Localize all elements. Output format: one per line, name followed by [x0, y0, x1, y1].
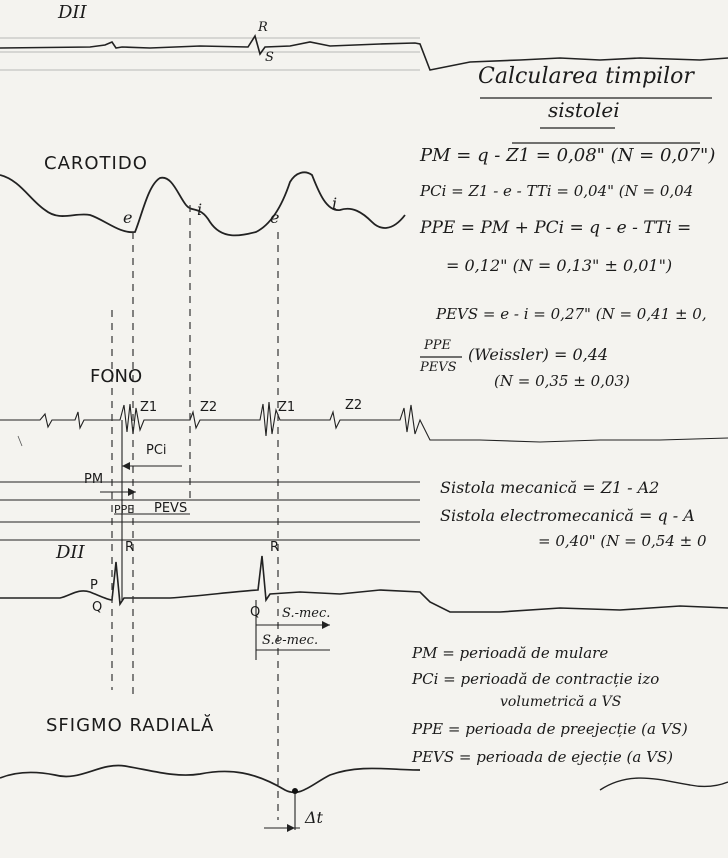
legend-pci-cont: volumetrică a VS — [500, 694, 622, 710]
pm-interval-label: PM — [84, 472, 104, 487]
formula-ppe: PPE = PM + PCi = q - e - TTi = — [420, 218, 692, 238]
z2a-label: Z2 — [200, 400, 218, 415]
d2-label: DII — [56, 542, 85, 563]
p-label: P — [90, 578, 98, 593]
z1b-label: Z1 — [278, 400, 296, 415]
formula-pm: PM = q - Z1 = 0,08" (N = 0,07") — [420, 145, 716, 166]
phono-trace — [0, 402, 728, 442]
s-top-label: S — [265, 50, 274, 65]
d2-top-label: DII — [58, 2, 87, 23]
r-top-label: R — [258, 20, 268, 35]
legend-pm: PM = perioadă de mulare — [412, 644, 609, 662]
z2b-label: Z2 — [345, 398, 363, 413]
phono-ticks — [18, 436, 22, 446]
r1-label: R — [125, 540, 135, 555]
e1-label: e — [123, 208, 133, 227]
ratio-numerator: PPE — [424, 338, 451, 353]
formula-ppe-value: = 0,12" (N = 0,13" ± 0,01") — [446, 256, 673, 275]
pci-interval-label: PCi — [146, 443, 167, 458]
q2-label: Q — [250, 605, 261, 620]
ppe-interval-label: PPE — [114, 503, 135, 516]
carotid-label: CAROTIDO — [44, 153, 148, 174]
radial-trace — [0, 765, 420, 792]
i1-label: i — [197, 200, 203, 219]
sistola-electromecanica-value: = 0,40" (N = 0,54 ± 0 — [538, 532, 707, 550]
phono-label: FONO — [90, 366, 143, 387]
title-line-2: sistolei — [548, 98, 620, 122]
interval-lines — [0, 466, 420, 828]
legend-pci: PCi = perioadă de contracție izo — [412, 670, 660, 688]
e2-label: e — [270, 208, 280, 227]
legend-pevs: PEVS = perioada de ejecție (a VS) — [412, 748, 674, 766]
q-label: Q — [92, 600, 103, 615]
s-e-mec-label: S.e-mec. — [262, 633, 319, 648]
radial-trace-right — [600, 778, 728, 790]
delta-t-label: Δt — [305, 808, 323, 827]
legend-ppe: PPE = perioada de preejecție (a VS) — [412, 720, 688, 738]
carotid-trace — [0, 172, 405, 235]
s-mec-label: S.-mec. — [282, 606, 331, 621]
pevs-interval-label: PEVS — [154, 501, 188, 516]
d2-trace — [0, 556, 728, 612]
ratio-value: (Weissler) = 0,44 — [468, 345, 609, 364]
formula-pevs: PEVS = e - i = 0,27" (N = 0,41 ± 0, — [436, 305, 707, 323]
radial-label: SFIGMO RADIALĂ — [46, 715, 215, 736]
sistola-mecanica: Sistola mecanică = Z1 - A2 — [440, 478, 660, 497]
ratio-norm: (N = 0,35 ± 0,03) — [494, 372, 630, 390]
sistola-electromecanica: Sistola electromecanică = q - A — [440, 506, 695, 525]
formula-pci: PCi = Z1 - e - TTi = 0,04" (N = 0,04 — [420, 182, 694, 200]
top-noise-band — [0, 38, 420, 70]
radial-dot — [292, 788, 298, 794]
i2-label: i — [332, 194, 338, 213]
z1a-label: Z1 — [140, 400, 158, 415]
title-line-1: Calcularea timpilor — [478, 64, 694, 89]
ratio-denominator: PEVS — [420, 360, 457, 375]
r2-label: R — [270, 540, 280, 555]
